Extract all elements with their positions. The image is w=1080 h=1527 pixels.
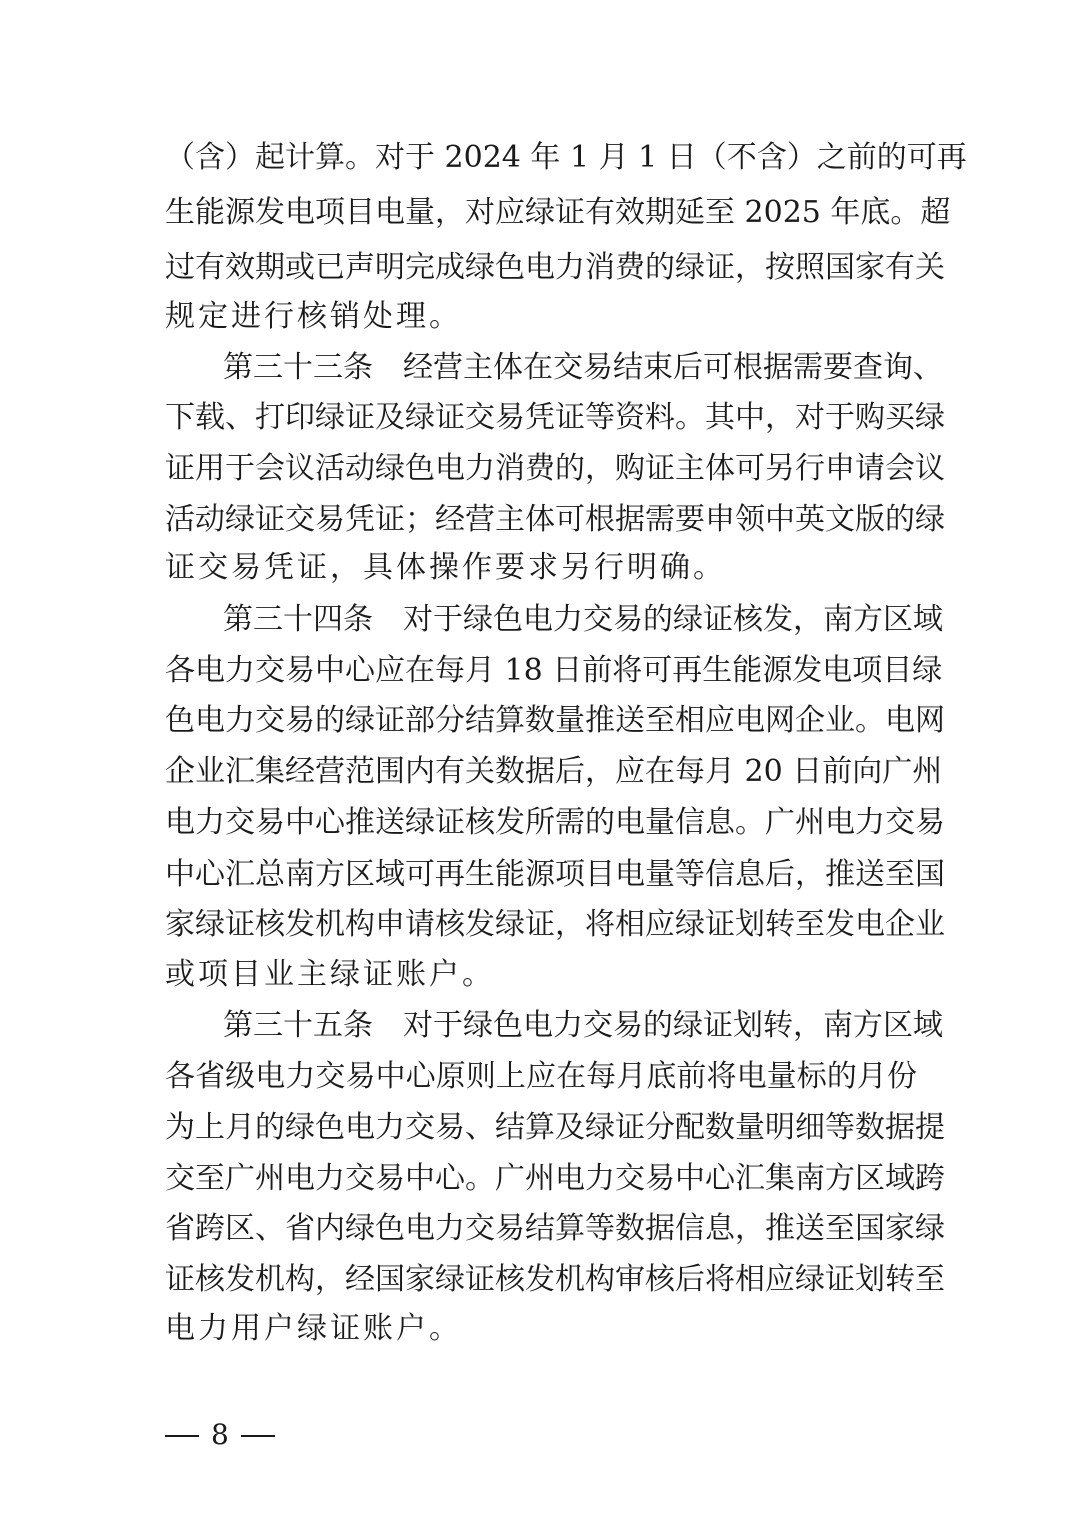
text-line: 电力用户绿证账户。 [165, 1311, 462, 1346]
text-line: 过有效期或已声明完成绿色电力消费的绿证，按照国家有关 [165, 250, 945, 285]
article-heading-line: 第三十五条 对于绿色电力交易的绿证划转，南方区域 [223, 1008, 943, 1043]
text-line: 证交易凭证，具体操作要求另行明确。 [165, 550, 726, 585]
text-line: 生能源发电项目电量，对应绿证有效期延至 2025 年底。超 [165, 195, 951, 230]
text-line: 各省级电力交易中心原则上应在每月底前将电量标的月份 [165, 1059, 917, 1094]
page-number: 8 [211, 1418, 229, 1451]
page-footer [165, 1417, 275, 1453]
text-line: 下载、打印绿证及绿证交易凭证等资料。其中，对于购买绿 [165, 400, 945, 435]
text-line: 证核发机构，经国家绿证核发机构审核后将相应绿证划转至 [165, 1262, 945, 1297]
text-line: 各电力交易中心应在每月 18 日前将可再生能源发电项目绿 [165, 653, 943, 688]
text-line: 中心汇总南方区域可再生能源项目电量等信息后，推送至国 [165, 857, 945, 892]
text-line: 省跨区、省内绿色电力交易结算等数据信息，推送至国家绿 [165, 1211, 945, 1246]
text-line: 企业汇集经营范围内有关数据后，应在每月 20 日前向广州 [165, 754, 943, 789]
text-line: 证用于会议活动绿色电力消费的，购证主体可另行申请会议 [165, 451, 945, 486]
text-line: 为上月的绿色电力交易、结算及绿证分配数量明细等数据提 [165, 1110, 945, 1145]
text-line: 或项目业主绿证账户。 [165, 957, 495, 992]
text-line: 规定进行核销处理。 [165, 299, 462, 334]
text-line: 色电力交易的绿证部分结算数量推送至相应电网企业。电网 [165, 703, 945, 738]
text-line: 活动绿证交易凭证；经营主体可根据需要申领中英文版的绿 [165, 502, 945, 537]
text-line: 交至广州电力交易中心。广州电力交易中心汇集南方区域跨 [165, 1161, 945, 1196]
article-heading-line: 第三十三条 经营主体在交易结束后可根据需要查询、 [223, 350, 943, 385]
text-line: （含）起计算。对于 2024 年 1 月 1 日（不含）之前的可再 [165, 140, 967, 175]
article-heading-line: 第三十四条 对于绿色电力交易的绿证核发，南方区域 [223, 602, 943, 637]
dash-right [241, 1435, 275, 1437]
text-line: 家绿证核发机构申请核发绿证，将相应绿证划转至发电企业 [165, 907, 945, 942]
text-line: 电力交易中心推送绿证核发所需的电量信息。广州电力交易 [165, 805, 945, 840]
dash-left [165, 1435, 199, 1437]
